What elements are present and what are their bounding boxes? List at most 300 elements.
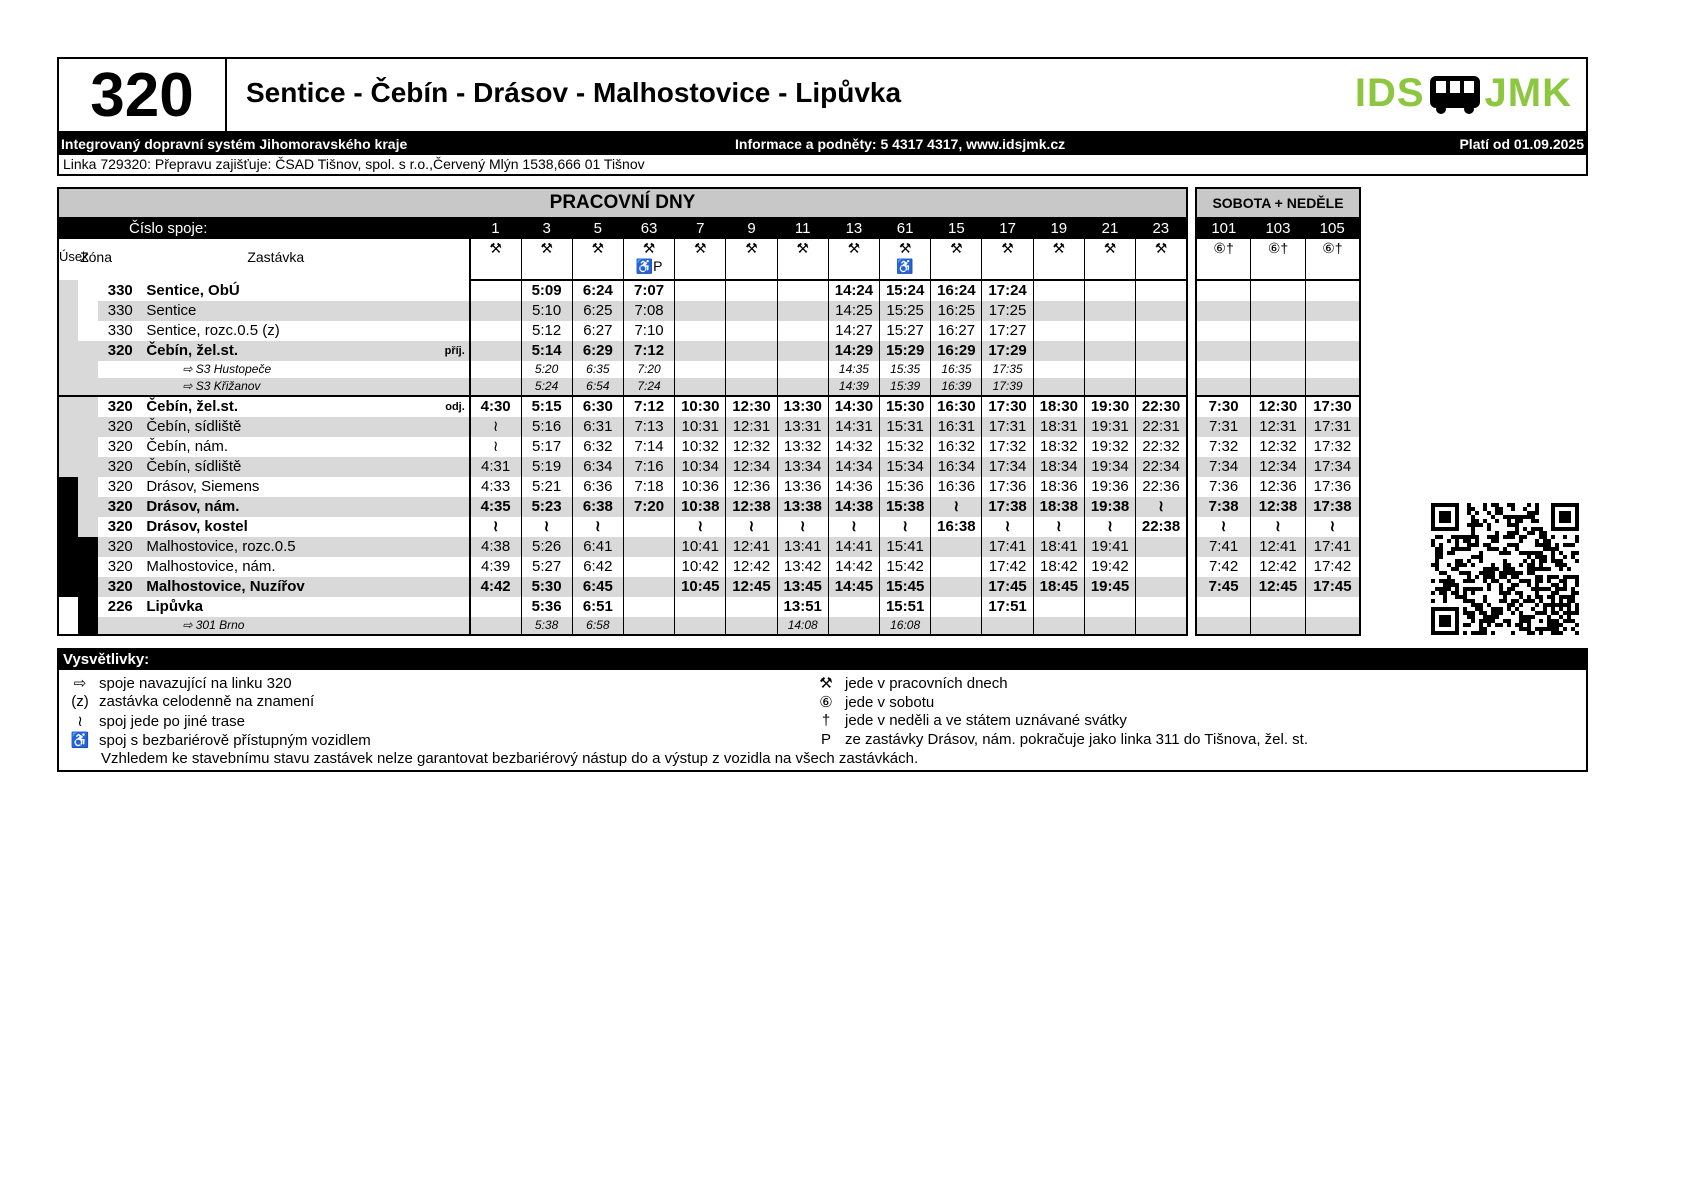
departure-time [1136, 577, 1187, 597]
departure-time [931, 577, 982, 597]
departure-time: 18:36 [1033, 477, 1084, 497]
departure-time: 15:45 [880, 577, 931, 597]
weekend-stop-row [1196, 617, 1360, 635]
service-symbol: ⚒ [470, 239, 521, 280]
departure-time: 17:36 [982, 477, 1033, 497]
legend-item [61, 693, 314, 710]
departure-time [1084, 280, 1135, 301]
departure-time: 7:41 [1196, 537, 1251, 557]
service-symbol: ⚒ [521, 239, 572, 280]
stop-name-text: Drásov, kostel [146, 518, 248, 535]
weekend-stop-row [1196, 301, 1360, 321]
weekend-stop-row [1196, 477, 1360, 497]
departure-time: 16:24 [931, 280, 982, 301]
section-marker [78, 577, 98, 597]
section-marker [58, 361, 78, 378]
departure-time: 17:30 [1305, 396, 1360, 417]
departure-time: 17:42 [1305, 557, 1360, 577]
departure-time: 5:14 [521, 341, 572, 361]
departure-time: 12:36 [726, 477, 777, 497]
timetable-header [57, 57, 1588, 133]
departure-time [982, 617, 1033, 635]
valid-from: Platí od 01.09.2025 [1459, 136, 1584, 152]
departure-time [1084, 361, 1135, 378]
departure-time [675, 301, 726, 321]
departure-time: 12:32 [1251, 437, 1306, 457]
stop-name [142, 617, 469, 635]
stop-row [58, 597, 1187, 617]
departure-time [1033, 341, 1084, 361]
service-symbol: ⚒ [1136, 239, 1187, 280]
departure-time: 17:41 [1305, 537, 1360, 557]
departure-time: 16:35 [931, 361, 982, 378]
departure-time [1251, 617, 1306, 635]
departure-time: 15:39 [880, 378, 931, 396]
departure-time: 14:32 [828, 437, 879, 457]
departure-time [1305, 361, 1360, 378]
section-marker [78, 617, 98, 635]
departure-time: 4:42 [470, 577, 521, 597]
departure-time [1033, 301, 1084, 321]
departure-time: 18:32 [1033, 437, 1084, 457]
departure-time: 16:08 [880, 617, 931, 635]
departure-time: 15:42 [880, 557, 931, 577]
service-symbol: ⚒ [675, 239, 726, 280]
departure-time: 6:36 [572, 477, 623, 497]
departure-time: 7:45 [1196, 577, 1251, 597]
trip-number: 15 [931, 218, 982, 239]
stop-name-text: ⇨ 301 Brno [182, 618, 245, 632]
legend-text: spoj s bezbariérově přístupným vozidlem [99, 732, 371, 749]
departure-time: 7:12 [623, 341, 674, 361]
legend-text: jede v neděli a ve státem uznávané svátky [845, 712, 1127, 729]
departure-time: 12:32 [726, 437, 777, 457]
departure-time [1084, 378, 1135, 396]
departure-time: 5:30 [521, 577, 572, 597]
stop-name [142, 457, 469, 477]
section-marker [78, 341, 98, 361]
departure-time: ≀ [1251, 517, 1306, 537]
departure-time: ≀ [982, 517, 1033, 537]
legend-item [807, 674, 1008, 692]
departure-time [675, 341, 726, 361]
departure-time: 10:45 [675, 577, 726, 597]
stop-row [58, 497, 1187, 517]
section-marker [58, 417, 78, 437]
departure-time [470, 361, 521, 378]
departure-time [470, 301, 521, 321]
departure-time [1305, 341, 1360, 361]
departure-time [1084, 617, 1135, 635]
stop-zone: 320 [98, 396, 142, 417]
departure-time: 17:38 [982, 497, 1033, 517]
departure-time: 10:30 [675, 396, 726, 417]
trip-number: 11 [777, 218, 828, 239]
departure-time: 17:45 [982, 577, 1033, 597]
departure-time: 7:30 [1196, 396, 1251, 417]
departure-time [726, 378, 777, 396]
departure-time: 22:30 [1136, 396, 1187, 417]
departure-time: 17:42 [982, 557, 1033, 577]
stop-name-text: Čebín, sídliště [146, 458, 242, 475]
departure-time [1136, 321, 1187, 341]
stop-zone: 320 [107, 558, 133, 575]
departure-time [931, 557, 982, 577]
stop-zone [98, 617, 142, 635]
departure-time: 5:23 [521, 497, 572, 517]
departure-time: ≀ [470, 417, 521, 437]
departure-time: 17:25 [982, 301, 1033, 321]
weekend-stop-row [1196, 417, 1360, 437]
departure-time [777, 341, 828, 361]
departure-time: ≀ [828, 517, 879, 537]
departure-time [1196, 597, 1251, 617]
departure-time: 14:29 [828, 341, 879, 361]
weekday-title-row [58, 188, 1187, 218]
section-marker [78, 301, 98, 321]
departure-time: ≀ [1084, 517, 1135, 537]
departure-time: 5:09 [521, 280, 572, 301]
weekend-stop-row [1196, 396, 1360, 417]
departure-time: 7:08 [623, 301, 674, 321]
stop-zone: 320 [107, 518, 133, 535]
departure-time: 17:30 [982, 396, 1033, 417]
departure-time [1251, 341, 1306, 361]
section-marker [78, 437, 98, 457]
departure-time: 6:54 [572, 378, 623, 396]
departure-time: 7:20 [623, 361, 674, 378]
departure-time: 7:38 [1196, 497, 1251, 517]
departure-time [1033, 321, 1084, 341]
departure-time [1305, 378, 1360, 396]
departure-time: 15:34 [880, 457, 931, 477]
legend-symbol: (z) [71, 693, 89, 710]
departure-time: 17:31 [1305, 417, 1360, 437]
departure-time: 18:45 [1033, 577, 1084, 597]
stop-name-text: Malhostovice, nám. [146, 558, 276, 575]
stop-row [58, 477, 1187, 497]
departure-time: 7:20 [623, 497, 674, 517]
departure-time [777, 301, 828, 321]
departure-time: 14:38 [828, 497, 879, 517]
service-symbol: ⚒ ♿ [880, 239, 931, 280]
departure-time: 14:35 [828, 361, 879, 378]
stop-zone: 320 [98, 577, 142, 597]
departure-time: 17:36 [1305, 477, 1360, 497]
departure-time: 15:24 [880, 280, 931, 301]
departure-time: 13:34 [777, 457, 828, 477]
weekend-stop-row [1196, 280, 1360, 301]
section-marker [58, 321, 78, 341]
stop-row [58, 417, 1187, 437]
departure-time [1305, 280, 1360, 301]
weekend-stop-row [1196, 497, 1360, 517]
section-marker [78, 457, 98, 477]
departure-time: 12:42 [726, 557, 777, 577]
departure-time: 19:38 [1084, 497, 1135, 517]
departure-time: 15:25 [880, 301, 931, 321]
departure-time: 13:31 [777, 417, 828, 437]
service-symbol: ⑥† [1251, 239, 1306, 280]
departure-time [726, 301, 777, 321]
weekend-title-row [1196, 188, 1360, 218]
stop-row [58, 577, 1187, 597]
section-marker [78, 537, 98, 557]
line-number: 320 [59, 59, 227, 131]
section-marker [58, 396, 78, 417]
departure-time: 5:17 [521, 437, 572, 457]
departure-time: 6:32 [572, 437, 623, 457]
departure-time: 6:34 [572, 457, 623, 477]
service-symbol: ⚒ [1084, 239, 1135, 280]
departure-time: ≀ [931, 497, 982, 517]
departure-time: 14:24 [828, 280, 879, 301]
arr-dep-note: příj. [444, 345, 465, 357]
stop-row [58, 301, 1187, 321]
departure-time: 22:31 [1136, 417, 1187, 437]
section-marker [58, 517, 78, 537]
section-marker [58, 301, 78, 321]
stop-name-text: Čebín, sídliště [146, 418, 242, 435]
stop-zone: 330 [107, 281, 133, 299]
departure-time [1251, 301, 1306, 321]
stop-name-text: Drásov, nám. [146, 498, 240, 515]
service-symbol: ⚒ [572, 239, 623, 280]
departure-time [675, 361, 726, 378]
departure-time: 12:41 [1251, 537, 1306, 557]
legend [57, 648, 1588, 772]
departure-time: 12:34 [726, 457, 777, 477]
departure-time [1084, 597, 1135, 617]
connection-row [58, 361, 1187, 378]
departure-time [726, 361, 777, 378]
departure-time [1084, 341, 1135, 361]
logo-text-left: IDS [1354, 71, 1425, 115]
departure-time [726, 341, 777, 361]
stop-row [58, 437, 1187, 457]
departure-time [726, 597, 777, 617]
section-marker [78, 477, 98, 497]
departure-time: 12:41 [726, 537, 777, 557]
departure-time [1033, 361, 1084, 378]
departure-time [1251, 597, 1306, 617]
legend-symbol: ⇨ [73, 675, 87, 692]
legend-text: jede v sobotu [845, 694, 935, 711]
departure-time: 13:38 [777, 497, 828, 517]
stop-zone: 320 [107, 438, 133, 455]
connection-row [58, 378, 1187, 396]
stop-zone: 320 [107, 478, 133, 495]
departure-time: 17:34 [1305, 457, 1360, 477]
departure-time [931, 537, 982, 557]
legend-footer: Vzhledem ke stavebnímu stavu zastávek nelze garantovat bezbariérový nástup do a výstup z vozidla na všech zastávkách. [101, 750, 919, 767]
departure-time: 7:16 [623, 457, 674, 477]
stop-zone: 320 [98, 497, 142, 517]
departure-time: 7:10 [623, 321, 674, 341]
stop-name [142, 361, 469, 378]
stop-row [58, 457, 1187, 477]
stop-name [142, 577, 469, 597]
section-marker [78, 396, 98, 417]
departure-time [623, 517, 674, 537]
departure-time [777, 280, 828, 301]
legend-text: spoje navazující na linku 320 [99, 675, 292, 692]
stop-name-text: Lipůvka [146, 598, 204, 615]
section-marker [78, 361, 98, 378]
departure-time: 10:34 [675, 457, 726, 477]
legend-item [807, 731, 1308, 748]
departure-time: 6:30 [572, 396, 623, 417]
weekend-stop-row [1196, 321, 1360, 341]
stop-row [58, 321, 1187, 341]
section-marker [58, 557, 78, 577]
departure-time: 6:35 [572, 361, 623, 378]
stop-name [142, 597, 469, 617]
stop-name-text: ⇨ S3 Křižanov [182, 379, 261, 393]
departure-time [675, 321, 726, 341]
departure-time: 7:12 [623, 396, 674, 417]
section-marker [78, 280, 98, 301]
departure-time [1305, 301, 1360, 321]
departure-time [470, 341, 521, 361]
departure-time: 4:33 [470, 477, 521, 497]
departure-time: 19:42 [1084, 557, 1135, 577]
departure-time [931, 597, 982, 617]
departure-time [1251, 378, 1306, 396]
departure-time [726, 617, 777, 635]
legend-item [61, 731, 371, 749]
departure-time: 6:41 [572, 537, 623, 557]
trip-number: 61 [880, 218, 931, 239]
departure-time: 16:34 [931, 457, 982, 477]
trip-number: 101 [1196, 218, 1251, 239]
stop-name [142, 437, 469, 457]
section-marker [58, 280, 78, 301]
weekend-timetable [1195, 187, 1361, 636]
service-symbol: ⑥† [1196, 239, 1251, 280]
departure-time: 5:20 [521, 361, 572, 378]
departure-time: 5:36 [521, 597, 572, 617]
departure-time [1251, 280, 1306, 301]
section-marker [78, 597, 98, 617]
legend-item [61, 674, 292, 692]
departure-time: 15:41 [880, 537, 931, 557]
departure-time: 18:31 [1033, 417, 1084, 437]
section-marker [58, 617, 78, 635]
departure-time: 15:27 [880, 321, 931, 341]
departure-time: ≀ [880, 517, 931, 537]
weekend-stop-row [1196, 577, 1360, 597]
section-marker [58, 537, 78, 557]
departure-time [623, 537, 674, 557]
departure-time: 16:27 [931, 321, 982, 341]
departure-time [1136, 361, 1187, 378]
departure-time: 13:45 [777, 577, 828, 597]
departure-time: 6:27 [572, 321, 623, 341]
departure-time: 7:34 [1196, 457, 1251, 477]
departure-time: 16:32 [931, 437, 982, 457]
departure-time: 16:30 [931, 396, 982, 417]
stop-name [142, 417, 469, 437]
trip-number: 9 [726, 218, 777, 239]
departure-time: 6:58 [572, 617, 623, 635]
ids-jmk-logo [1355, 71, 1572, 116]
weekend-stop-row [1196, 361, 1360, 378]
legend-symbol: ⑥ [819, 694, 833, 711]
departure-time: 17:45 [1305, 577, 1360, 597]
trip-number: 19 [1033, 218, 1084, 239]
stop-name [142, 396, 469, 417]
departure-time: 15:29 [880, 341, 931, 361]
departure-time: 12:31 [1251, 417, 1306, 437]
departure-time: 15:32 [880, 437, 931, 457]
system-name: Integrovaný dopravní systém Jihomoravského kraje [61, 136, 408, 152]
departure-time [1305, 617, 1360, 635]
departure-time [1196, 378, 1251, 396]
stop-name [142, 477, 469, 497]
departure-time: 6:29 [572, 341, 623, 361]
departure-time: 14:45 [828, 577, 879, 597]
departure-time: 5:26 [521, 537, 572, 557]
departure-time [777, 361, 828, 378]
stop-zone: 320 [98, 457, 142, 477]
departure-time: 10:41 [675, 537, 726, 557]
stop-name-text: ⇨ S3 Hustopeče [182, 362, 272, 376]
departure-time: 5:12 [521, 321, 572, 341]
legend-symbol: † [821, 712, 831, 729]
departure-time: 17:29 [982, 341, 1033, 361]
departure-time [470, 378, 521, 396]
departure-time [828, 597, 879, 617]
departure-time [726, 280, 777, 301]
stop-name [142, 378, 469, 396]
departure-time [623, 577, 674, 597]
trip-number: 1 [470, 218, 521, 239]
col-zone: Zóna [80, 249, 112, 265]
section-marker [58, 457, 78, 477]
departure-time: ≀ [726, 517, 777, 537]
route-title: Sentice - Čebín - Drásov - Malhostovice - Lipůvka [246, 77, 902, 108]
departure-time: 13:42 [777, 557, 828, 577]
departure-time: 22:34 [1136, 457, 1187, 477]
trip-number: 5 [572, 218, 623, 239]
departure-time: 18:38 [1033, 497, 1084, 517]
departure-time [1136, 378, 1187, 396]
departure-time [623, 557, 674, 577]
service-symbol: ⚒ ♿P [623, 239, 674, 280]
departure-time: 15:36 [880, 477, 931, 497]
departure-time: ≀ [1033, 517, 1084, 537]
stop-zone: 330 [98, 301, 142, 321]
departure-time: ≀ [572, 517, 623, 537]
departure-time: 17:32 [1305, 437, 1360, 457]
departure-time [675, 617, 726, 635]
departure-time [828, 617, 879, 635]
departure-time: 17:51 [982, 597, 1033, 617]
legend-item [61, 712, 245, 730]
section-marker [58, 341, 78, 361]
departure-time: ≀ [777, 517, 828, 537]
departure-time: 12:38 [1251, 497, 1306, 517]
arr-dep-note: odj. [445, 401, 465, 413]
service-symbol: ⚒ [777, 239, 828, 280]
departure-time: 6:24 [572, 280, 623, 301]
departure-time: 12:45 [1251, 577, 1306, 597]
departure-time: 12:36 [1251, 477, 1306, 497]
departure-time: 19:36 [1084, 477, 1135, 497]
departure-time: 6:31 [572, 417, 623, 437]
symbol-row [58, 239, 1187, 280]
